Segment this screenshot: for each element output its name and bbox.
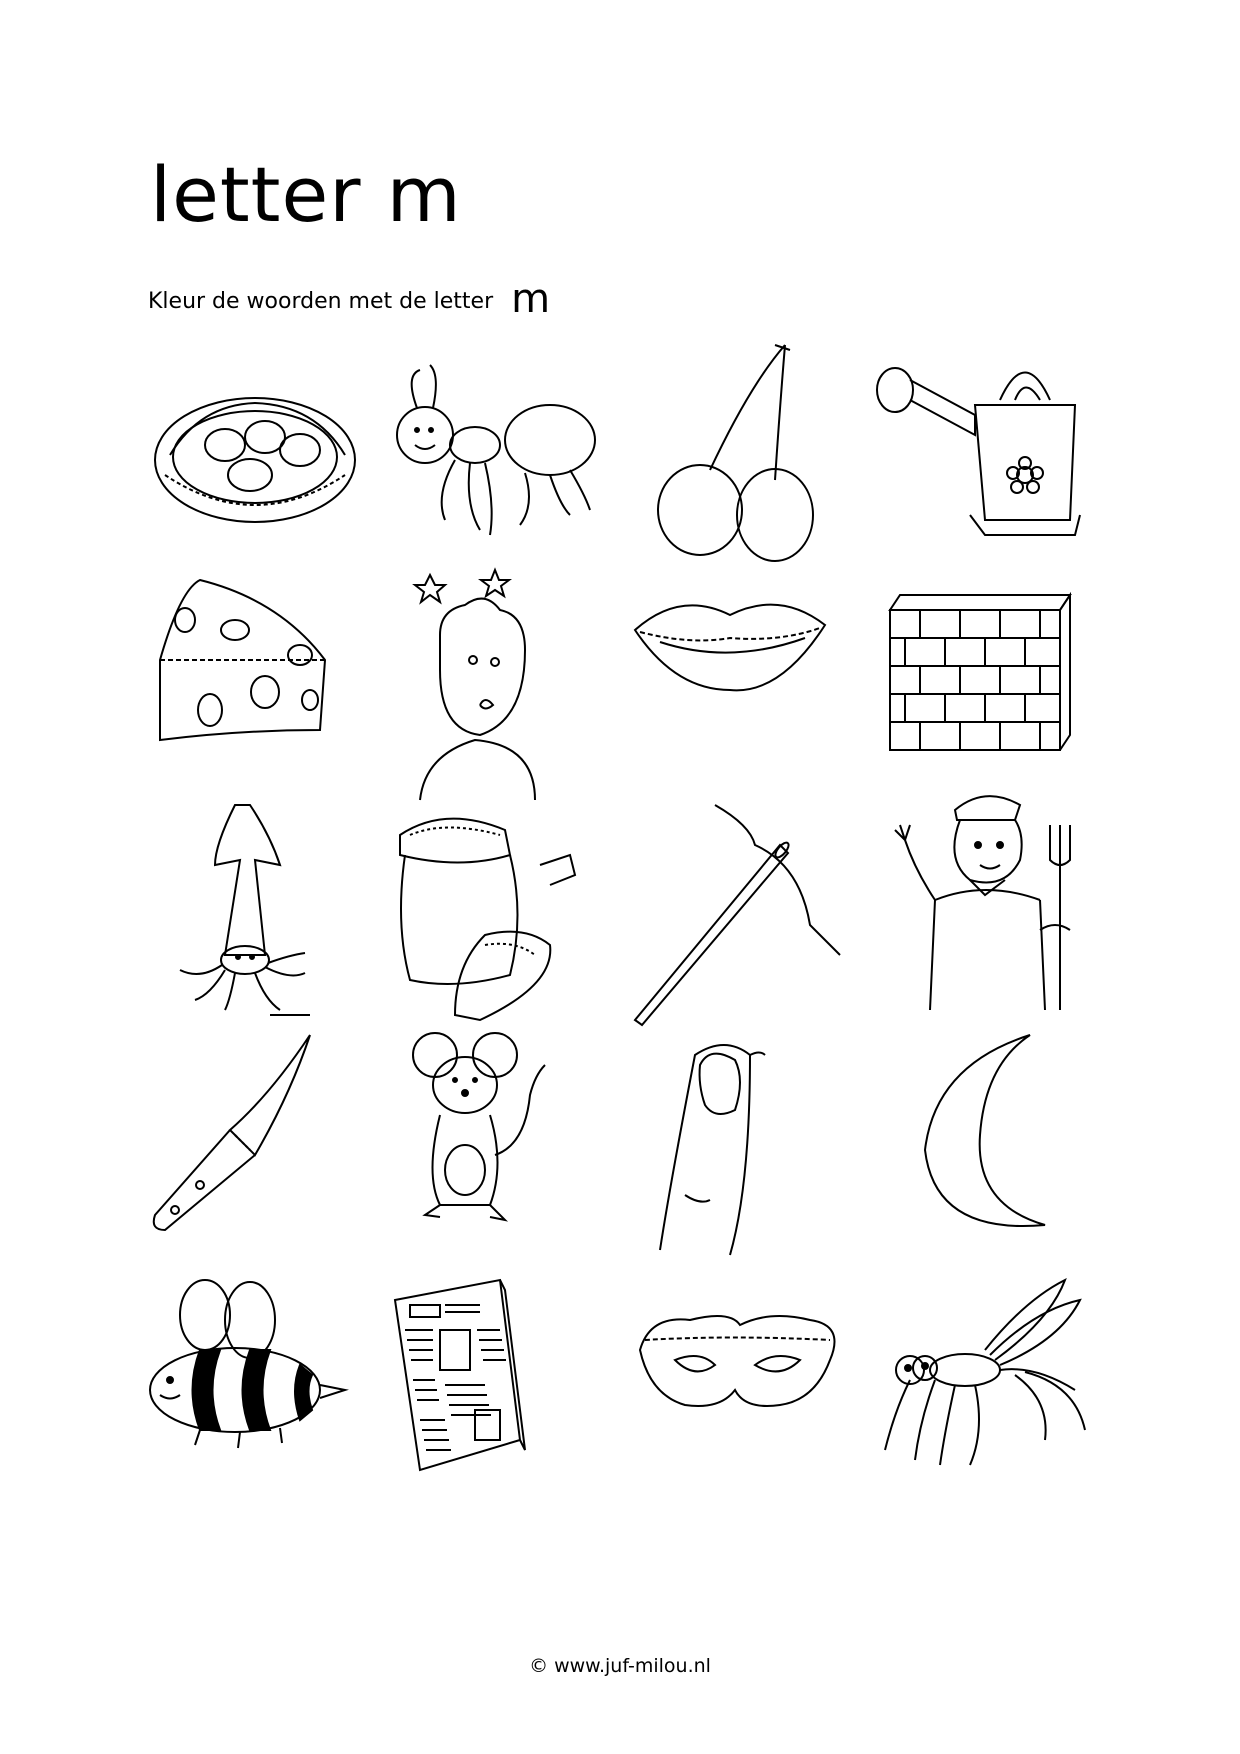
knife-icon[interactable] [140, 1035, 370, 1265]
nest-icon[interactable] [140, 345, 370, 575]
picture-grid [140, 345, 1100, 1510]
watering-can-icon[interactable] [875, 345, 1105, 575]
lips-icon[interactable] [630, 580, 860, 810]
farmer-icon[interactable] [875, 780, 1105, 1010]
cherries-icon[interactable] [630, 345, 860, 575]
brick-wall-icon[interactable] [875, 580, 1105, 810]
newspaper-icon[interactable] [385, 1280, 615, 1510]
instruction-text: Kleur de woorden met de letter [148, 289, 494, 314]
cheese-icon[interactable] [140, 580, 370, 810]
ant-icon[interactable] [385, 345, 615, 575]
dizzy-boy-icon[interactable] [385, 570, 615, 800]
flour-sack-icon[interactable] [385, 805, 615, 1035]
finger-icon[interactable] [630, 1035, 860, 1265]
squid-icon[interactable] [140, 805, 370, 1035]
mosquito-icon[interactable] [875, 1280, 1105, 1510]
bee-icon[interactable] [140, 1280, 370, 1510]
moon-icon[interactable] [875, 1035, 1105, 1265]
instruction [148, 272, 551, 322]
copyright-footer: © www.juf-milou.nl [529, 1655, 711, 1677]
mouse-icon[interactable] [385, 1035, 615, 1265]
page-title: letter m [150, 150, 462, 239]
mask-icon[interactable] [630, 1280, 860, 1510]
instruction-letter: m [511, 276, 551, 322]
needle-icon[interactable] [630, 805, 860, 1035]
